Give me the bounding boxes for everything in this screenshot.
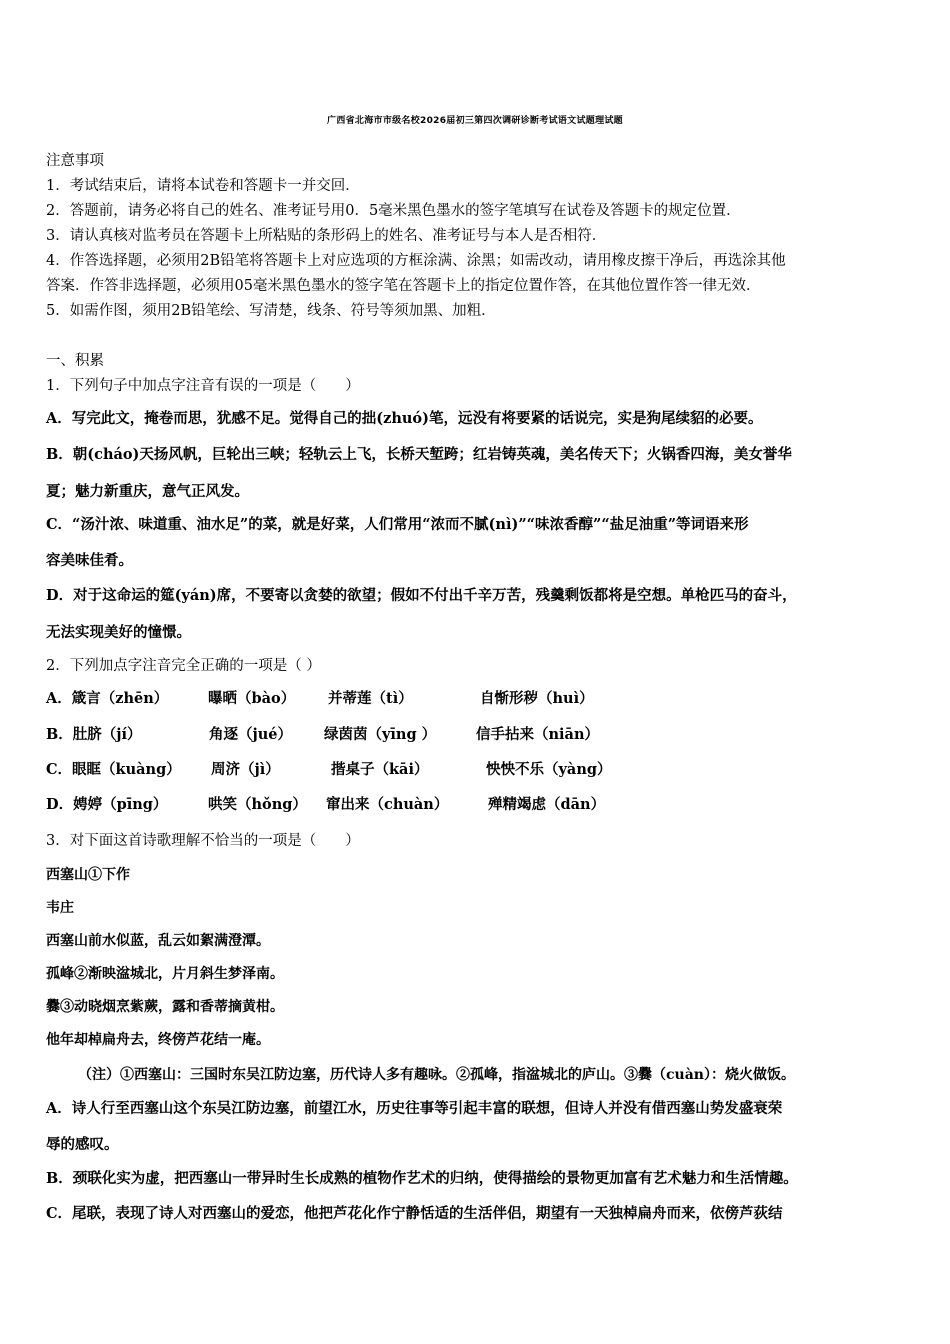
question-2-item: 绿茵茵（yīng ）: [324, 726, 437, 743]
question-3-option-a-cont: 辱的感叹。: [46, 1136, 119, 1153]
notice-item: 答案．作答非选择题，必须用05毫米黑色墨水的签字笔在答题卡上的指定位置作答，在其他位置作答一律无效．: [46, 278, 761, 294]
question-1-option-c-cont: 容美味佳肴。: [46, 552, 133, 569]
question-3-option-c: C．尾联，表现了诗人对西塞山的爱恋，他把芦花化作宁静恬适的生活伴侣，期望有一天独棹扁舟而来，依傍芦荻结: [46, 1205, 783, 1222]
poem-author: 韦庄: [46, 900, 74, 916]
question-2-item: 角逐（jué）: [209, 726, 293, 743]
question-2-item: 周济（jì）: [211, 761, 280, 778]
question-2-item: C．眼眶（kuàng）: [46, 761, 181, 778]
notice-heading: 注意事项: [46, 153, 104, 169]
notice-item: 5．如需作图，须用2B铅笔绘、写清楚，线条、符号等须加黑、加粗．: [46, 303, 496, 319]
question-2-stem: 2．下列加点字注音完全正确的一项是（ ）: [46, 658, 321, 674]
question-2-item: B．肚脐（jí）: [46, 726, 142, 743]
poem-line: 孤峰②渐映湓城北，片月斜生梦泽南。: [46, 966, 284, 982]
poem-title: 西塞山①下作: [46, 867, 130, 883]
question-2-item: 怏怏不乐（yàng）: [486, 761, 612, 778]
question-2-item: 哄笑（hǒng）: [208, 796, 307, 813]
question-2-item: 曝晒（bào）: [208, 690, 296, 707]
poem-line: 爨③动晓烟烹紫蕨，露和香蒂摘黄柑。: [46, 999, 284, 1015]
question-1-option-c: C．“汤汁浓、味道重、油水足”的菜，就是好菜，人们常用“浓而不腻(nì)”“味浓香醇”“盐足油重”等词语来形: [46, 516, 749, 533]
question-2-item: D．娉婷（pīng）: [46, 796, 168, 813]
question-1-option-d-cont: 无法实现美好的憧憬。: [46, 624, 191, 641]
notice-item: 1．考试结束后，请将本试卷和答题卡一并交回．: [46, 178, 360, 194]
question-1-option-a: A．写完此文，掩卷而思，犹感不足。觉得自己的拙(zhuó)笔，远没有将要紧的话说完，实是狗尾续貂的必要。: [46, 410, 763, 427]
question-1-option-d: D．对于这命运的筵(yán)席，不要寄以贪婪的欲望；假如不付出千辛万苦，残羹剩饭都将是空想。单枪匹马的奋斗，: [46, 587, 797, 604]
question-1-stem: 1．下列句子中加点字注音有误的一项是（ ）: [46, 378, 360, 394]
question-3-option-a: A．诗人行至西塞山这个东吴江防边塞，前望江水，历史往事等引起丰富的联想，但诗人并没有借西塞山势发盛衰荣: [46, 1100, 783, 1117]
poem-line: 他年却棹扁舟去，终傍芦花结一庵。: [46, 1032, 270, 1048]
notice-item: 2．答题前，请务必将自己的姓名、准考证号用0．5毫米黑色墨水的签字笔填写在试卷及答题卡的规定位置．: [46, 203, 741, 219]
question-2-item: A．箴言（zhēn）: [46, 690, 169, 707]
poem-note: （注）①西塞山：三国时东吴江防边塞，历代诗人多有趣咏。②孤峰，指湓城北的庐山。③爨（cuàn）：烧火做饭。: [78, 1067, 795, 1083]
question-1-option-b-cont: 夏；魅力新重庆，意气正风发。: [46, 483, 249, 500]
page-title: 广西省北海市市级名校2026届初三第四次调研诊断考试语文试题理试题: [327, 116, 623, 126]
question-2-item: 殚精竭虑（dān）: [488, 796, 606, 813]
question-2-item: 窜出来（chuàn）: [326, 796, 449, 813]
question-2-item: 信手拈来（niān）: [476, 726, 599, 743]
question-2-item: 揩桌子（kāi）: [331, 761, 429, 778]
question-1-option-b: B．朝(cháo)天扬风帆，巨轮出三峡；轻轨云上飞，长桥天堑跨；红岩铸英魂，美名传天下；火锅香四海，美女誉华: [46, 446, 792, 463]
question-3-option-b: B．颈联化实为虚，把西塞山一带异时生长成熟的植物作艺术的归纳，使得描绘的景物更加富有艺术魅力和生活情趣。: [46, 1170, 798, 1187]
poem-line: 西塞山前水似蓝，乱云如絮满澄潭。: [46, 933, 270, 949]
section-heading: 一、积累: [46, 353, 104, 369]
question-2-item: 自惭形秽（huì）: [480, 690, 594, 707]
notice-item: 4．作答选择题，必须用2B铅笔将答题卡上对应选项的方框涂满、涂黑；如需改动，请用橡皮擦干净后，再选涂其他: [46, 253, 786, 269]
question-3-stem: 3．对下面这首诗歌理解不恰当的一项是（ ）: [46, 833, 360, 849]
question-2-item: 并蒂莲（tì）: [328, 690, 413, 707]
notice-item: 3．请认真核对监考员在答题卡上所粘贴的条形码上的姓名、准考证号与本人是否相符．: [46, 228, 607, 244]
